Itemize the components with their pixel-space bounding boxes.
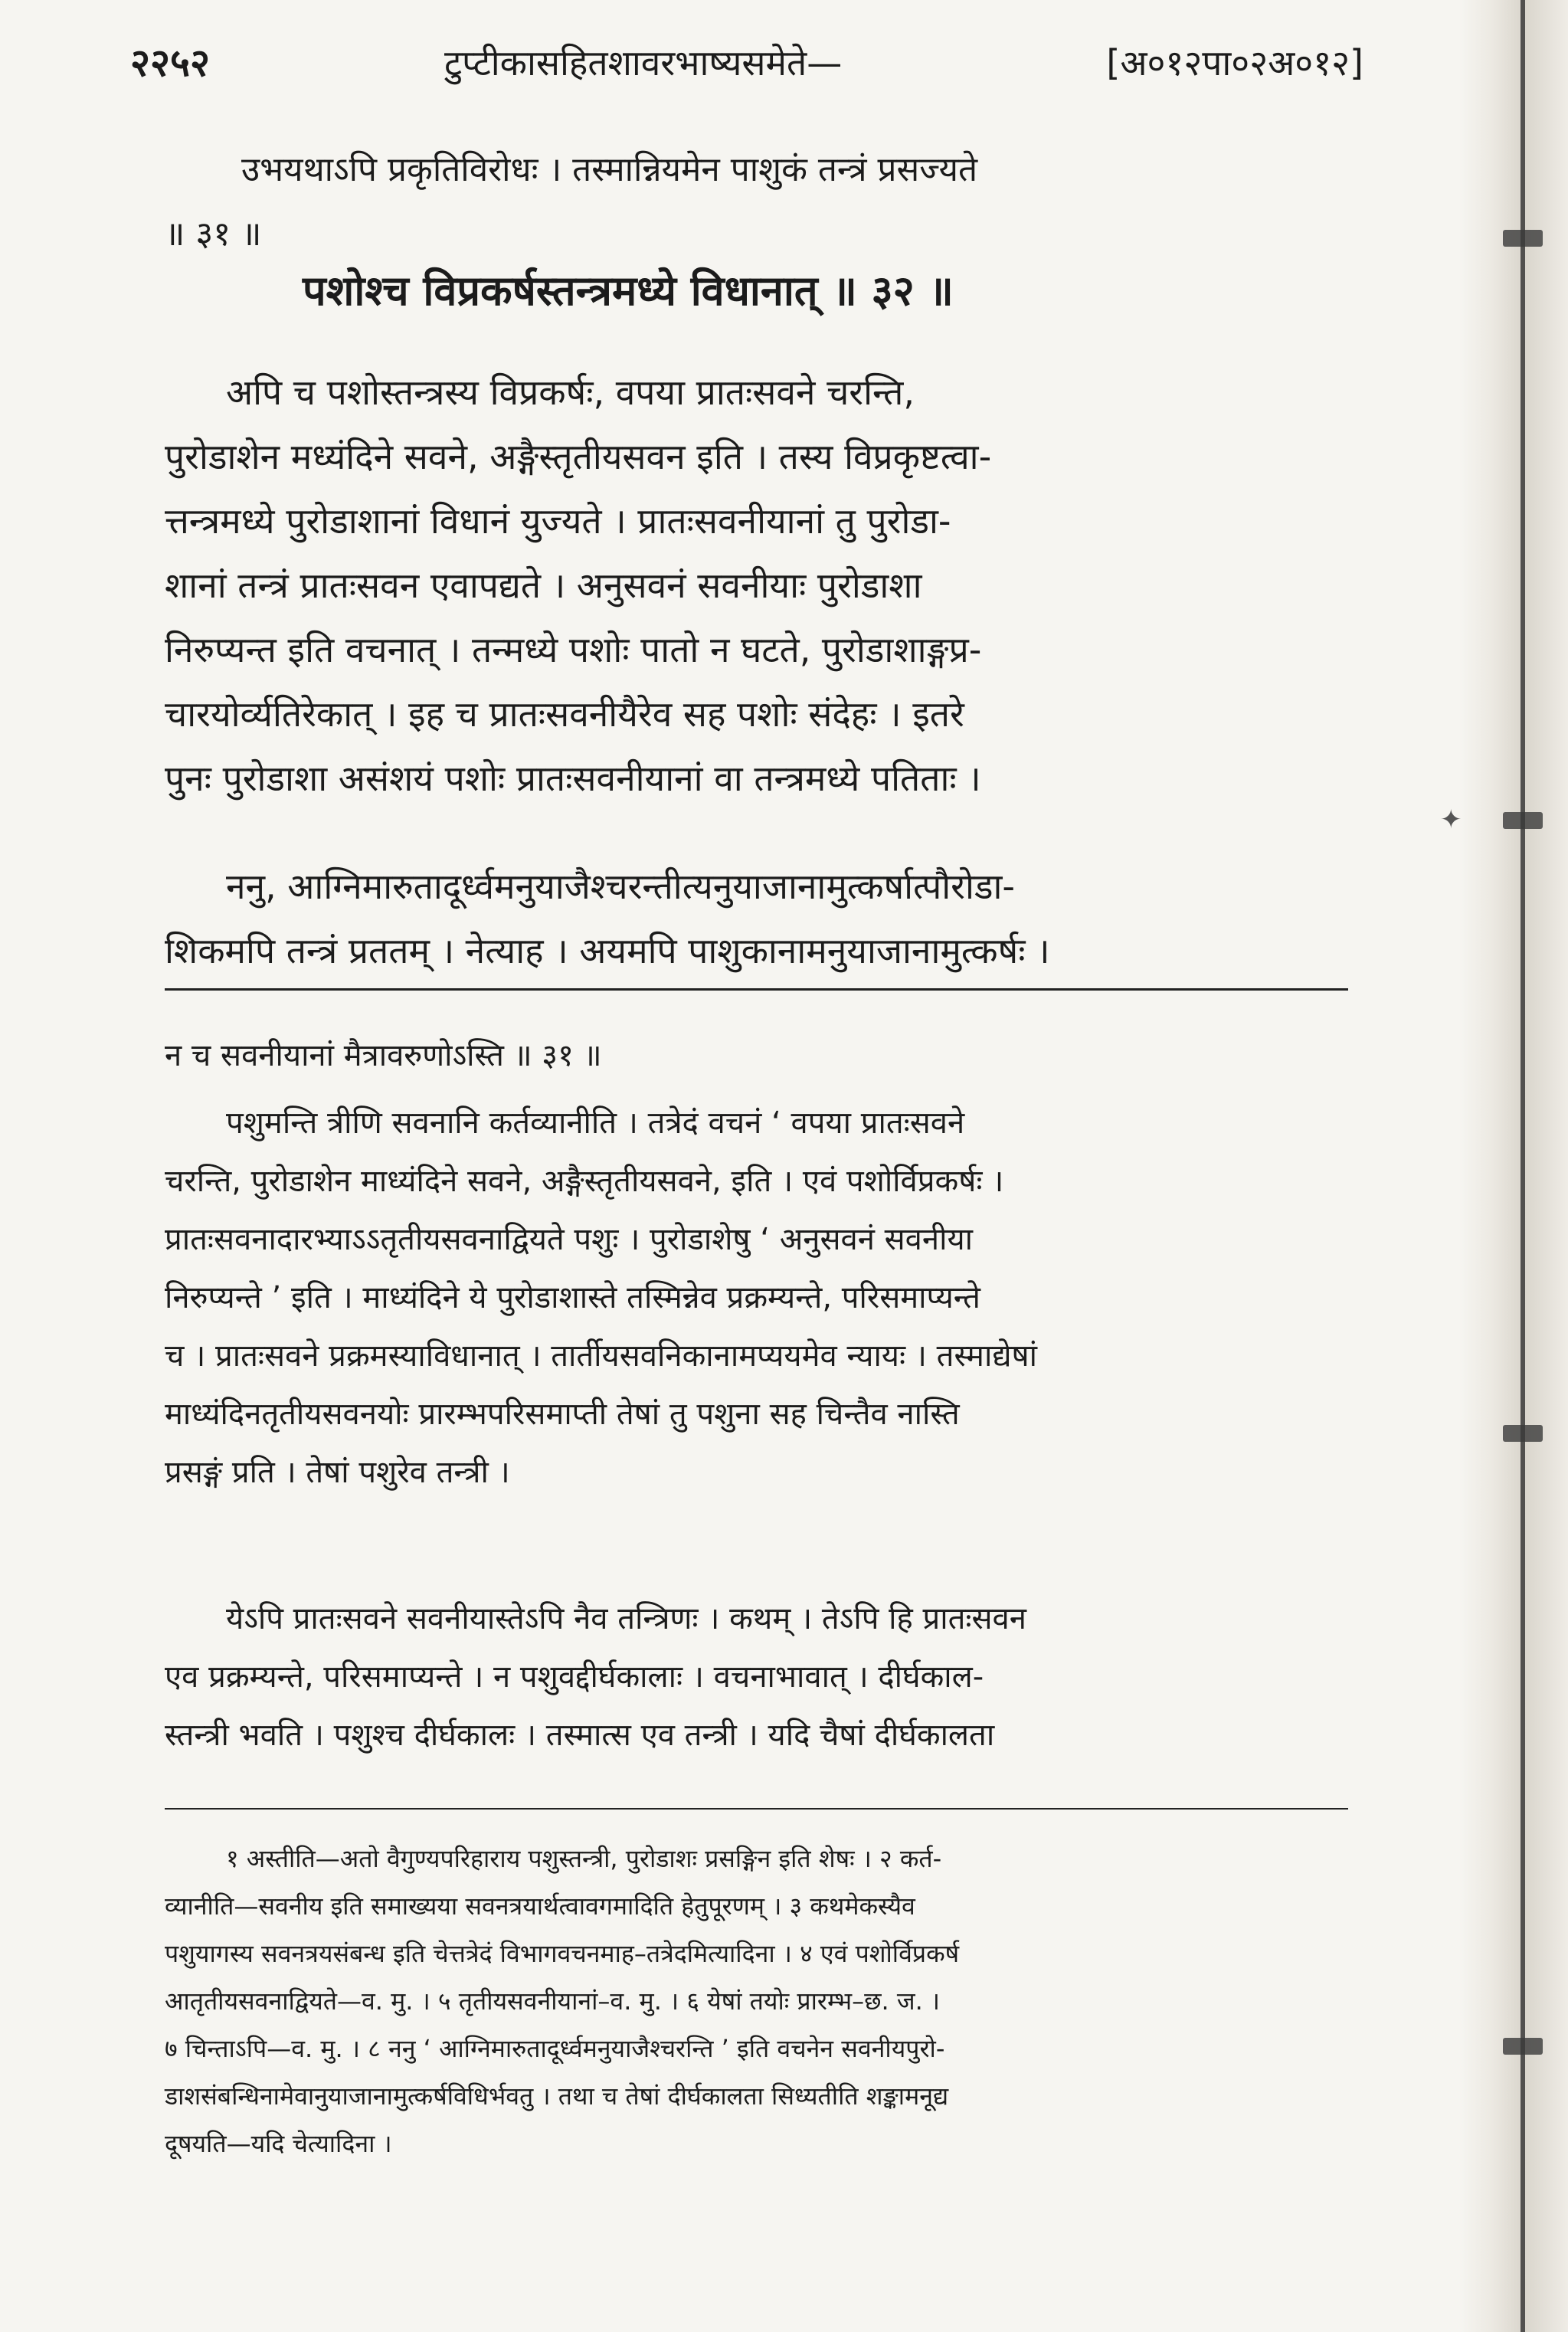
binding-stitch [1503,812,1543,829]
text-line: निरुप्यन्ते ’ इति । माध्यंदिने ये पुरोडाशास्ते तस्मिन्नेव प्रक्रम्यन्ते, परिसमाप्यन्ते [165,1280,980,1315]
text-line: पुनः पुरोडाशा असंशयं पशोः प्रातःसवनीयानां वा तन्त्रमध्ये पतिताः । [165,758,981,799]
binding-stitch [1503,2038,1543,2055]
footnote-line: पशुयागस्य सवनत्रयसंबन्ध इति चेत्तत्रेदं विभागवचनमाह–तत्रेदमित्यादिना । ४ एवं पशोर्विप्रकर्ष [165,1939,960,1968]
footnotes [165,1835,1344,2167]
text-line: चरन्ति, पुरोडाशेन माध्यंदिने सवने, अङ्गैस्तृतीयसवने, इति । एवं पशोर्विप्रकर्षः । [165,1164,1004,1199]
text-line: निरुप्यन्त इति वचनात् । तन्मध्ये पशोः पातो न घटते, पुरोडाशाङ्गप्र- [165,629,982,670]
text-line: त्तन्त्रमध्ये पुरोडाशानां विधानं युज्यते । प्रातःसवनीयानां तु पुरोडा- [165,500,951,542]
text-line: माध्यंदिनतृतीयसवनयोः प्रारम्भपरिसमाप्ती तेषां तु पशुना सह चिन्तैव नास्ति [165,1397,960,1432]
text-line: ॥ ३१ ॥ [165,215,262,254]
text-line: उभयथाऽपि प्रकृतिविरोधः । तस्मान्नियमेन पाशुकं तन्त्रं प्रसज्यते [241,150,978,189]
tika-paragraph-2 [165,1590,1344,1764]
text-line: स्तन्त्री भवति । पशुश्च दीर्घकालः । तस्मात्स एव तन्त्री । यदि चैषां दीर्घकालता [165,1718,995,1753]
page-header [130,32,1363,93]
page-number: २२५२ [130,41,210,85]
footnote-line: आतृतीयसवनाद्वियते—व. मु. । ५ तृतीयसवनीयानां–व. मु. । ६ येषां तयोः प्रारम्भ–छ. ज. । [165,1986,941,2016]
binding-thread [1521,0,1525,2332]
bhashya-top [165,138,1344,267]
footnote-line: डाशसंबन्धिनामेवानुयाजानामुत्कर्षविधिर्भवतु । तथा च तेषां दीर्घकालता सिध्यतीति शङ्कामनूद्य [165,2081,949,2111]
binding-stitch [1503,1425,1543,1442]
text-line: चारयोर्व्यतिरेकात् । इह च प्रातःसवनीयैरेव सह पशोः संदेहः । इतरे [165,693,964,735]
text-line: पशुमन्ति त्रीणि सवनानि कर्तव्यानीति । तत्रेदं वचनं ‘ वपया प्रातःसवने [226,1105,965,1141]
footnote-line: व्यानीति—सवनीय इति समाख्यया सवनत्रयार्थत्वावगमादिति हेतुपूरणम् । ३ कथमेकस्यैव [165,1891,915,1921]
footnote-line: १ अस्तीति—अतो वैगुण्यपरिहाराय पशुस्तन्त्री, पुरोडाशः प्रसङ्गिन इति शेषः । २ कर्त- [226,1844,942,1873]
tika-paragraph-1 [165,1027,1344,1502]
text-line: प्रातःसवनादारभ्याऽऽतृतीयसवनाद्वियते पशुः । पुरोडाशेषु ‘ अनुसवनं सवनीया [165,1222,974,1257]
text-line: एव प्रक्रम्यन्ते, परिसमाप्यन्ते । न पशुवद्दीर्घकालाः । वचनाभावात् । दीर्घकाल- [165,1659,984,1695]
running-title: टुप्टीकासहितशावरभाष्यसमेते— [444,42,843,84]
sutra-heading: पशोश्च विप्रकर्षस्तन्त्रमध्ये विधानात् ॥ ३२ ॥ [303,267,954,315]
ink-speck: ✦ [1440,804,1462,835]
text-line: ननु, आग्निमारुतादूर्ध्वमनुयाजैश्चरन्तीत्यनुयाजानामुत्कर्षात्पौरोडा- [226,866,1016,907]
text-line: शानां तन्त्रं प्रातःसवन एवापद्यते । अनुसवनं सवनीयाः पुरोडाशा [165,565,922,606]
footnote-line: दूषयति—यदि चेत्यादिना । [165,2129,392,2158]
text-line: अपि च पशोस्तन्त्रस्य विप्रकर्षः, वपया प्रातःसवने चरन्ति, [226,372,915,413]
page-binding-edge [1459,0,1568,2332]
footnote-line: ७ चिन्ताऽपि—व. मु. । ८ ननु ‘ आग्निमारुतादूर्ध्वमनुयाजैश्चरन्ति ’ इति वचनेन सवनीयपुरो- [165,2034,945,2063]
text-line: शिकमपि तन्त्रं प्रततम् । नेत्याह । अयमपि पाशुकानामनुयाजानामुत्कर्षः । [165,930,1050,971]
text-line: प्रसङ्गं प्रति । तेषां पशुरेव तन्त्री । [165,1455,510,1490]
text-line: च । प्रातःसवने प्रक्रमस्याविधानात् । तार्तीयसवनिकानामप्ययमेव न्यायः । तस्माद्येषां [165,1338,1037,1374]
text-line: पुरोडाशेन मध्यंदिने सवने, अङ्गैस्तृतीयसवन इति । तस्य विप्रकृष्टत्वा- [165,436,992,477]
footnote-divider [165,1808,1348,1810]
bhashya-paragraph-1 [165,360,1344,811]
binding-stitch [1503,230,1543,247]
text-line: येऽपि प्रातःसवने सवनीयास्तेऽपि नैव तन्त्रिणः । कथम् । तेऽपि हि प्रातःसवन [226,1601,1026,1636]
commentary-divider [165,988,1348,991]
bhashya-paragraph-2 [165,854,1344,983]
section-reference: [अ०१२पा०२अ०१२] [1106,42,1363,84]
text-line: न च सवनीयानां मैत्रावरुणोऽस्ति ॥ ३१ ॥ [165,1038,602,1073]
